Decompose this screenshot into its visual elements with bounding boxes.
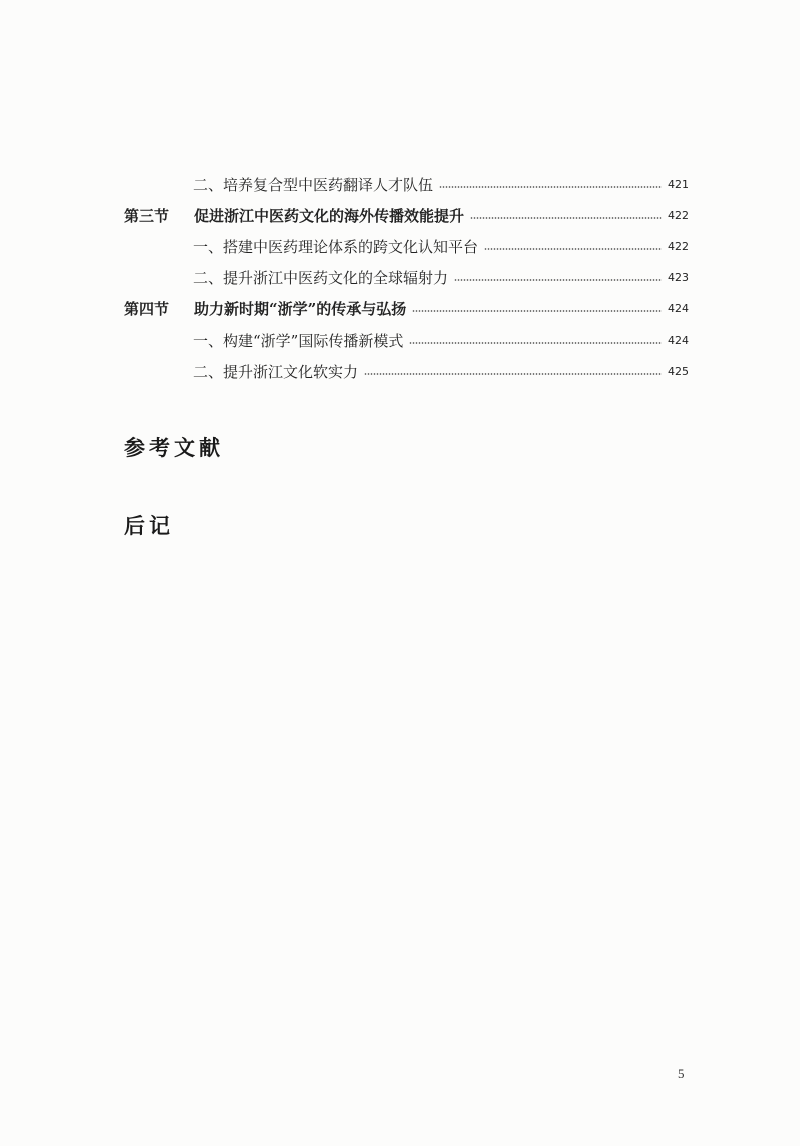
dot-leader <box>439 186 662 188</box>
chapter-heading-references[interactable]: 参考文献 <box>124 436 224 460</box>
toc-section-entry[interactable] <box>124 297 689 321</box>
dot-leader <box>470 217 662 219</box>
toc-page-number: 423 <box>668 271 689 284</box>
toc-entry-title: 助力新时期“浙学”的传承与弘扬 <box>194 300 407 318</box>
toc-entry[interactable] <box>193 266 689 290</box>
toc-page-number: 421 <box>668 178 689 191</box>
toc-entry-title: 二、提升浙江文化软实力 <box>193 363 359 381</box>
dot-leader <box>484 248 662 250</box>
toc-page-number: 425 <box>668 365 689 378</box>
dot-leader <box>364 373 662 375</box>
dot-leader <box>412 310 662 312</box>
dot-leader <box>409 342 662 344</box>
section-number: 第四节 <box>124 300 170 318</box>
toc-entry-title: 促进浙江中医药文化的海外传播效能提升 <box>194 207 465 225</box>
toc-page-number: 422 <box>668 240 689 253</box>
toc-entry[interactable] <box>193 173 689 197</box>
section-number: 第三节 <box>124 207 170 225</box>
page-number: 5 <box>678 1066 685 1081</box>
toc-entry-title: 一、搭建中医药理论体系的跨文化认知平台 <box>193 238 479 256</box>
chapter-heading-afterword[interactable]: 后记 <box>124 514 174 538</box>
toc-entry-title: 二、培养复合型中医药翻译人才队伍 <box>193 176 434 194</box>
toc-page-number: 422 <box>668 209 689 222</box>
toc-section-entry[interactable] <box>124 204 689 228</box>
toc-entry[interactable] <box>193 329 689 353</box>
toc-entry-title: 二、提升浙江中医药文化的全球辐射力 <box>193 269 449 287</box>
toc-entry[interactable] <box>193 235 689 259</box>
toc-page-number: 424 <box>668 334 689 347</box>
toc-entry[interactable] <box>193 360 689 384</box>
toc-entry-title: 一、构建“浙学”国际传播新模式 <box>193 332 404 350</box>
dot-leader <box>454 279 662 281</box>
toc-page-number: 424 <box>668 302 689 315</box>
